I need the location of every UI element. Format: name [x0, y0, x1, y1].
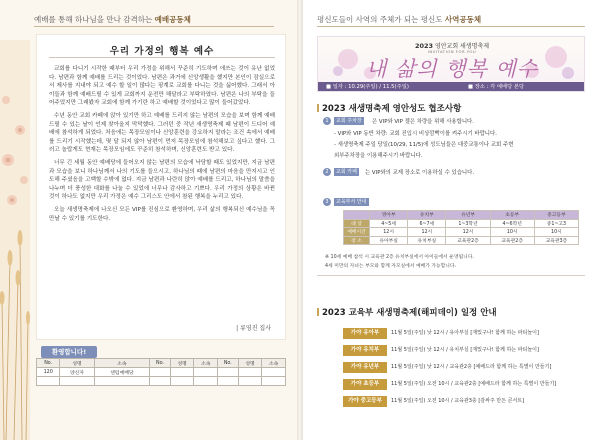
education-schedule-table — [343, 210, 579, 245]
table-row — [344, 219, 579, 228]
welcome-header-cell: 성명 — [170, 359, 194, 368]
schedule-header-cell: 유년부 — [446, 211, 490, 220]
dept-schedule: 11월 5일(주일) 낮 12시 / 교육관2층 [예배드라 함께 하는 특별이 만들기] — [391, 364, 552, 370]
schedule-cell: 10시 — [534, 228, 578, 237]
list-item — [343, 379, 579, 390]
schedule-cell: 교육관2층 — [446, 236, 490, 245]
item-number-3: 3 — [323, 198, 331, 206]
festival-banner — [317, 36, 585, 92]
banner-date: ■ 일자 : 10.29(주일) / 11.5(주일) — [326, 84, 409, 90]
dept-label: 가야 중고등부 — [343, 396, 387, 407]
schedule-header-row — [344, 211, 579, 220]
item-text: - VIP와 VIP 동반 차량: 교회 진입시 비상깜빡이를 켜주시기 바랍니다. — [334, 131, 497, 137]
welcome-header-cell: No. — [218, 359, 239, 368]
welcome-cell — [60, 377, 94, 386]
cooperation-heading: 2023 새생명축제 영안성도 협조사항 — [317, 102, 461, 114]
schedule-cell: 유아부실 — [370, 236, 408, 245]
left-section-rule — [34, 26, 274, 27]
banner-info-strip — [318, 82, 585, 92]
article-signature: | 류영진 집사 — [236, 325, 271, 332]
welcome-cell — [170, 377, 194, 386]
welcome-cell — [94, 377, 150, 386]
schedule-note: 4세 미만의 자녀는 부모와 함께 자모실에서 예배가 가능합니다. — [325, 264, 457, 269]
item-text: 은 VIP와 VIP 젤은 차량을 위해 사용합니다. — [372, 119, 474, 125]
schedule-row-label: 대 상 — [344, 219, 370, 228]
welcome-table — [36, 358, 286, 386]
dept-label: 가야 초등부 — [343, 379, 387, 390]
welcome-header-cell: No. — [37, 359, 60, 368]
welcome-cell — [194, 368, 218, 377]
schedule-header-cell: 중고등부 — [534, 211, 578, 220]
welcome-cell — [150, 368, 171, 377]
list-item — [343, 328, 579, 339]
item-text: - 새생명축제 주일 당일(10/29, 11/5)에 성도님들은 대중교통이나 교회 주변 — [334, 142, 514, 148]
schedule-cell: 12시 — [446, 228, 490, 237]
schedule-header-cell: 영아부 — [370, 211, 408, 220]
article-body — [49, 65, 275, 227]
schedule-row-label: 예배시간 — [344, 228, 370, 237]
table-row — [37, 368, 286, 377]
welcome-cell — [218, 368, 239, 377]
welcome-header-cell: 소속 — [194, 359, 218, 368]
schedule-cell: 중1~고3 — [534, 219, 578, 228]
schedule-cell: 6~7세 — [408, 219, 446, 228]
welcome-cell — [262, 377, 286, 386]
left-section-header — [34, 14, 274, 25]
right-page — [303, 0, 600, 440]
welcome-cell — [262, 368, 286, 377]
banner-year: 2023 — [414, 42, 434, 50]
welcome-header-cell: 성명 — [238, 359, 262, 368]
item-tag-education: 교육부서 안내 — [336, 199, 367, 205]
banner-subtitle: INVITATION FOR YOU — [427, 49, 477, 54]
schedule-header-cell — [344, 211, 370, 220]
schedule-cell: 1~3학년 — [446, 219, 490, 228]
table-row — [37, 377, 286, 386]
item-tag-parking: 교회 주차장 — [336, 118, 362, 124]
welcome-cell: 센텀예배당 — [94, 368, 150, 377]
schedule-cell: 12시 — [370, 228, 408, 237]
welcome-label: 환영합니다! — [41, 346, 97, 358]
item-number-1: 1 — [323, 117, 331, 125]
right-section-header — [317, 14, 557, 25]
schedule-cell: 유치부실 — [408, 236, 446, 245]
article-title: 우리 가정의 행복 예수 — [109, 46, 215, 57]
left-section-strong: 예배공동체 — [154, 15, 191, 24]
schedule-cell: 12시 — [408, 228, 446, 237]
dept-label: 가야 유치부 — [343, 345, 387, 356]
happyday-heading: 2023 교육부 새생명축제(해피데이) 일정 안내 — [317, 306, 497, 318]
schedule-cell: 교육관3층 — [534, 236, 578, 245]
schedule-header-cell: 초등부 — [490, 211, 534, 220]
item-text: 외부주차장을 이용해주시기 바랍니다. — [334, 153, 423, 159]
dept-label: 가야 유아부 — [343, 328, 387, 339]
welcome-cell — [218, 377, 239, 386]
table-row — [344, 236, 579, 245]
welcome-header-cell: 소속 — [94, 359, 150, 368]
banner-place: ■ 장소 : 각 예배당 본당 — [468, 84, 525, 90]
table-row — [344, 228, 579, 237]
dept-schedule: 11월 5일(주일) 낮 12시 / 유아부실 [재밌구나! 함께 하는 파티놀이] — [391, 330, 539, 336]
dept-schedule: 11월 5일(주일) 오전 10시 / 교육관3층 [감싸주 만든 콘서트] — [391, 398, 525, 404]
wheat-flowers-decoration — [0, 40, 30, 440]
schedule-note: ※ 10세 예배 참석 시 교육관 2층 유치부실에서 아이들에서 운영됩니다. — [325, 255, 474, 260]
schedule-cell: 교육관2층 — [490, 236, 534, 245]
schedule-cell: 4~5세 — [370, 219, 408, 228]
item-text: 는 VIP와의 교제 장소로 이용하실 수 있습니다. — [365, 170, 475, 176]
welcome-header-cell: No. — [150, 359, 171, 368]
welcome-cell — [238, 368, 262, 377]
welcome-cell — [194, 377, 218, 386]
list-item — [343, 362, 579, 373]
welcome-table-header — [37, 359, 286, 368]
schedule-cell: 4~6학년 — [490, 219, 534, 228]
welcome-header-cell: 소속 — [262, 359, 286, 368]
dept-label: 가야 유년부 — [343, 362, 387, 373]
item-number-2: 2 — [323, 168, 331, 176]
article-title-rule — [49, 57, 275, 58]
right-section-strong: 사역공동체 — [444, 15, 482, 24]
dept-schedule: 11월 5일(주일) 오전 10시 / 교육관2층 [예배드라 함께 하는 특별이 만들기] — [391, 381, 557, 387]
article-paragraph: 오늘 새생명축제에 나오신 모든 VIP를 진심으로 환영하며, 우리 삶의 행복되신 예수님을 꼭 만날 수 있기를 기도한다. — [49, 206, 275, 222]
welcome-cell: 120 — [37, 368, 60, 377]
schedule-row-label: 장 소 — [344, 236, 370, 245]
banner-church: 영안교회 새생명축제 — [434, 43, 490, 50]
testimony-article — [36, 34, 286, 340]
left-page — [0, 0, 297, 440]
section-divider — [317, 275, 585, 276]
left-section-prefix: 예배를 통해 하나님을 만나 감격하는 — [34, 15, 155, 24]
banner-title: 내 삶의 행복 예수 — [365, 57, 539, 81]
welcome-cell — [37, 377, 60, 386]
welcome-cell: 양신자 — [60, 368, 94, 377]
welcome-cell — [238, 377, 262, 386]
dept-schedule: 11월 5일(주일) 낮 12시 / 유치부실 [재밌구나! 함께 하는 파티놀이] — [391, 347, 539, 353]
right-section-rule — [317, 26, 585, 27]
schedule-cell: 10시 — [490, 228, 534, 237]
item-tag-cafe: 교회 카페 — [336, 169, 357, 175]
list-item — [343, 345, 579, 356]
welcome-cell — [150, 377, 171, 386]
welcome-cell — [170, 368, 194, 377]
article-paragraph: 교회를 다니기 시작한 때부터 우리 가정을 위해서 꾸준히 기도하며 애쓰는 것이 유난 없었다. 남편과 함께 예배를 드리는 것이었다. 남편은 과거에 신앙생활을 했지만 본인이 잠실으로서 제사를 지내야 되고 예수 할 일이 많다는 핑계로 교회를 다니는 것을 싫어했다. 그래서 아이들과 함께 예배드릴 수 있게 교회까지 운전만 해달라고 부탁하였다. 남편은 나의 부탁을 들어주었지만 그래봤자 교회에 함께 가기란 하고 예배할 것이었다고 많이 들어갔었다. — [49, 66, 275, 107]
article-paragraph: 수년 동안 교회 카페에 앉아 있기만 하고 예배를 드리지 않는 남편의 모습을 보며 함께 예배드릴 수 있는 날이 언제 찾아올지 막막했다. 그러던 중 작년 새생명축제 때 남편이 드디어 예배에 참석하게 되었다. 처음에는 목장모임이나 신앙훈련을 강요하지 말라는 조건 속에서 예배를 드리기 시작했는데, 몇 달 되지 않아 남편이 먼저 목장모임에 참석해보고 싶다고 했다. 그러고 놀랍게도 현재는 목장모임에도 꾸준히 참석하며, 신앙훈련도 받고 있다. — [49, 112, 275, 154]
welcome-header-cell: 성명 — [60, 359, 94, 368]
right-section-prefix: 평신도들이 사역의 주체가 되는 평신도 — [317, 15, 445, 24]
schedule-header-cell: 유치부 — [408, 211, 446, 220]
article-paragraph: 너무 긴 세월 동안 예배당에 들어오지 않는 남편의 모습에 낙담할 때도 있었지만, 지금 남편과 모습을 보니 하나님께서 나의 기도를 들으시고, 하나님의 때에 남편의 마음을 만지시고 인도해 주셨음을 고백할 수밖에 없다. 지금 남편과 나란히 앉아 예배를 드리고, 하나님의 말씀을 나누며 더 풍성한 대화를 나눌 수 있었에 너무나 감사하고 기쁘다. 우리 가정의 상황은 바뀐 것이 하나도 없지만 우리 가정은 예수 그리스도 안에서 참된 행복을 누리고 있다. — [49, 159, 275, 201]
list-item — [343, 396, 579, 407]
